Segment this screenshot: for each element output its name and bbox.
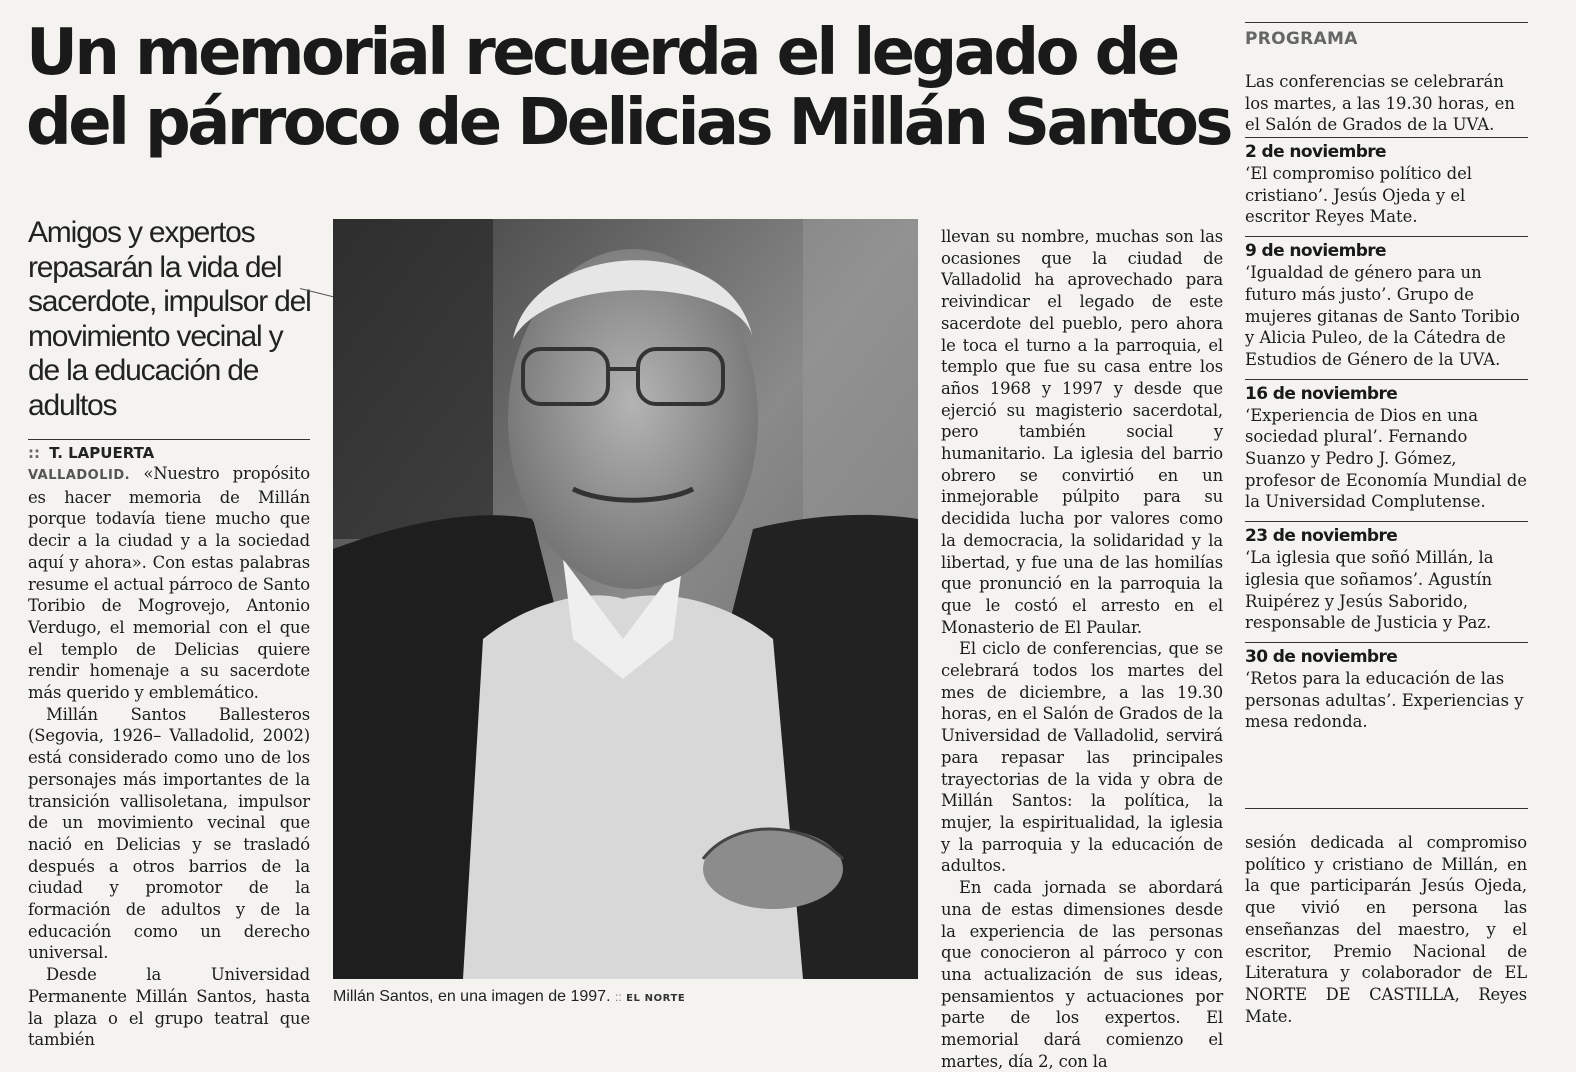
programa-item-desc: ‘Experiencia de Dios en una sociedad plural’. Fernando Suanzo y Pedro J. Gómez, profesor de Economía Mundial de la Universidad Complutense.: [1245, 405, 1527, 512]
subheadline: Amigos y expertos repasarán la vida del sacerdote, impulsor del movimiento vecinal y de la educación de adultos: [28, 216, 311, 422]
programa-item-date: 2 de noviembre: [1245, 142, 1386, 162]
caption-text: Millán Santos, en una imagen de 1997.: [333, 988, 611, 1005]
article-column-3: [941, 226, 1223, 1072]
programa-item-desc: ‘El compromiso político del cristiano’. Jesús Ojeda y el escritor Reyes Mate.: [1245, 164, 1473, 227]
article-paragraph: llevan su nombre, muchas son las ocasiones que la ciudad de Valladolid ha aprovechado para reivindicar el legado de este sacerdote del pueblo, pero ahora le toca el turno a la parroquia, el templo que fue su casa entre los años 1968 y 1997 y desde que ejerció su magisterio sacerdotal, pero también social y humanitario. La iglesia del barrio obrero se convirtió en un inmejorable púlpito para su decidida lucha por valores como la democracia, la solidaridad y la libertad, y fue una de las homilías que pronunció en la parroquia la que le costó el arresto en el Monasterio de El Paular.: [941, 227, 1223, 637]
portrait-photo: [333, 219, 918, 979]
article-paragraph: sesión dedicada al compromiso político y cristiano de Millán, en la que participarán Jesús Ojeda, que vivió en persona las enseñanzas del maestro, y el escritor, Premio Nacional de Literatura y colaborador de EL NORTE DE CASTILLA, Reyes Mate.: [1245, 833, 1527, 1026]
programa-item-date: 23 de noviembre: [1245, 526, 1398, 547]
programa-item: [1245, 137, 1528, 228]
programa-item: [1245, 642, 1528, 733]
programa-item-desc: ‘Retos para la educación de las personas adultas’. Experiencias y mesa redonda.: [1245, 668, 1524, 732]
programa-title: PROGRAMA: [1245, 29, 1358, 49]
programa-item-desc: ‘Igualdad de género para un futuro más justo’. Grupo de mujeres gitanas de Santo Toribio y Alicia Puleo, de la Cátedra de Estudios de Género de la UVA.: [1245, 263, 1520, 369]
programa-sidebar: [1245, 22, 1528, 741]
programa-item-desc: ‘La iglesia que soñó Millán, la iglesia que soñamos’. Agustín Ruipérez y Jesús Saborido, responsable de Justicia y Paz.: [1245, 548, 1494, 633]
paragraph-text: «Nuestro propósito es hacer memoria de Millán porque todavía tiene mucho que decir a la ciudad y a la sociedad aquí y ahora». Con estas palabras resume el actual párroco de Santo Toribio de Mogrovejo, Antonio Verdugo, el memorial con el que el templo de Delicias quiere rendir homenaje a su sacerdote más querido y emblemático.: [28, 464, 310, 703]
programa-item-date: 30 de noviembre: [1245, 646, 1398, 667]
programa-item: [1245, 236, 1528, 371]
article-paragraph: En cada jornada se abordará una de estas dimensiones desde la experiencia de las personas que conocieron al párroco y con una actualización de sus ideas, pensamientos y actuaciones por parte de los expertos. El memorial dará comienzo el martes, día 2, con la: [941, 878, 1223, 1071]
article-column-4: [1245, 832, 1527, 1027]
article-paragraph: El ciclo de conferencias, que se celebrará todos los martes del mes de diciembre, a las 19.30 horas, en el Salón de Grados de la Universidad de Valladolid, servirá para repasar las principales trayectorias de la vida y obra de Millán Santos: la política, la mujer, la espiritualidad, la iglesia y la parroquia y la educación de adultos.: [941, 639, 1223, 876]
article-paragraph: Millán Santos Ballesteros (Segovia, 1926– Valladolid, 2002) está considerado como uno de los personajes más importantes de la transición vallisoletana, impulsor de un movimiento vecinal que nació en Delicias y se trasladó después a otros barrios de la ciudad y promotor de la formación de adultos y de la educación como un derecho universal.: [28, 704, 310, 963]
programa-item: [1245, 379, 1528, 514]
headline-line-1: Un memorial recuerda el legado de: [26, 16, 1177, 90]
programa-item-date: 16 de noviembre: [1245, 383, 1398, 404]
programa-item-date: 9 de noviembre: [1245, 241, 1386, 262]
article-paragraph: Desde la Universidad Permanente Millán Santos, hasta la plaza o el grupo teatral que también: [28, 965, 310, 1050]
headline-line-2: del párroco de Delicias Millán Santos: [26, 86, 1230, 160]
byline: [28, 439, 310, 464]
dateline: VALLADOLID.: [28, 468, 131, 483]
article-paragraph: [28, 463, 310, 704]
headline: [26, 16, 1230, 160]
programa-item: [1245, 521, 1528, 634]
article-column-1: [28, 463, 310, 1051]
photo-caption: [333, 988, 923, 1006]
photo-credit: EL NORTE: [626, 993, 686, 1004]
programa-intro: Las conferencias se celebrarán los martes, a las 19.30 horas, en el Salón de Grados de la UVA.: [1245, 72, 1515, 135]
byline-author: T. LAPUERTA: [49, 444, 155, 462]
portrait-illustration: [333, 219, 918, 979]
credit-marker-icon: ::: [614, 990, 622, 1004]
sidebar-bottom-rule: [1245, 808, 1528, 809]
byline-marker-icon: ::: [28, 444, 40, 462]
